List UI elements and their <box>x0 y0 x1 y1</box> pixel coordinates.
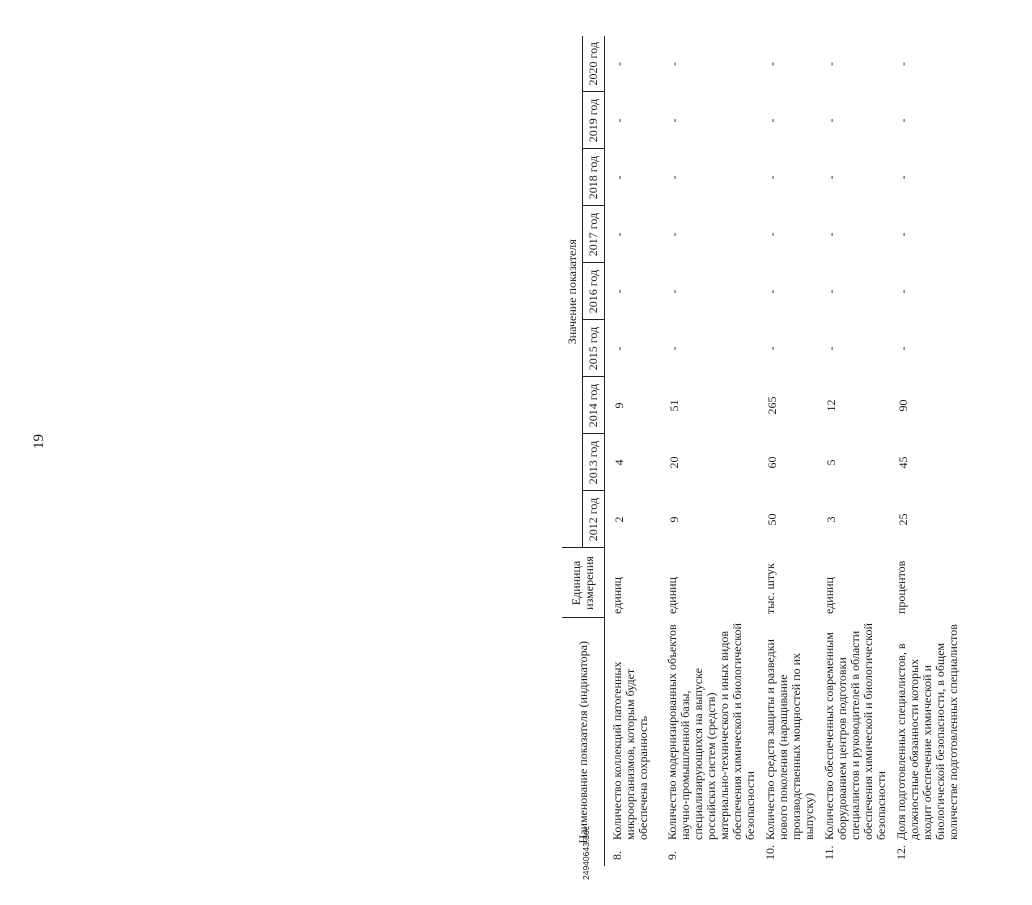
value-cell: 20 <box>667 456 681 469</box>
unit-cell: единиц <box>822 577 836 614</box>
header-year: 2016 год <box>582 263 604 320</box>
indicator-name: Количество модернизированных объектов научно-промышленной базы, специализирующихся на выпуске российских систем (средств) материально-технического и иных видов обеспечения химической и биологической безопасности <box>665 623 757 840</box>
unit-cell: единиц <box>665 577 679 614</box>
indicator-table <box>562 36 961 866</box>
value-cell: 5 <box>824 459 838 466</box>
value-cell: - <box>824 118 838 123</box>
header-indicator-name: Наименование показателя (индикатора) <box>562 618 604 866</box>
value-cell: - <box>611 61 626 66</box>
value-cell: - <box>667 118 681 123</box>
row-number: 11. <box>822 845 836 860</box>
value-cell: - <box>896 289 910 294</box>
row-number: 8. <box>609 851 624 860</box>
table-row <box>660 36 758 866</box>
page-number: 19 <box>31 434 47 449</box>
value-cell: - <box>896 232 910 237</box>
header-values: Значение показателя <box>562 36 582 548</box>
indicator-name: Количество средств защиты и разведки нового поколения (наращивание производственных мощностей по их выпуску) <box>763 639 816 840</box>
value-cell: - <box>611 289 626 294</box>
value-cell: - <box>824 232 838 237</box>
table-body <box>604 36 961 866</box>
value-cell: - <box>824 175 838 180</box>
value-cell: - <box>611 118 626 123</box>
header-year: 2015 год <box>582 320 604 377</box>
value-cell: - <box>765 118 779 123</box>
value-cell: - <box>765 232 779 237</box>
value-cell: 4 <box>611 459 626 466</box>
value-cell: 51 <box>667 399 681 412</box>
value-cell: - <box>611 175 626 180</box>
value-cell: - <box>611 232 626 237</box>
value-cell: - <box>896 61 910 66</box>
header-year: 2018 год <box>582 149 604 206</box>
value-cell: - <box>667 289 681 294</box>
table-row <box>817 36 889 866</box>
value-cell: - <box>824 346 838 351</box>
value-cell: - <box>824 61 838 66</box>
value-cell: 90 <box>896 399 910 412</box>
header-year: 2012 год <box>582 491 604 548</box>
value-cell: 9 <box>667 516 681 523</box>
value-cell: 2 <box>611 516 626 523</box>
value-cell: - <box>896 175 910 180</box>
value-cell: - <box>667 61 681 66</box>
value-cell: - <box>667 346 681 351</box>
document-reference: 24940643.doc <box>581 826 591 880</box>
indicator-name: Количество коллекций патогенных микроорганизмов, которым будет обеспечена сохранность <box>609 661 650 840</box>
header-year: 2017 год <box>582 206 604 263</box>
indicator-table-rotated <box>562 36 1032 866</box>
value-cell: 12 <box>824 399 838 412</box>
value-cell: - <box>611 346 626 351</box>
value-cell: - <box>667 232 681 237</box>
table-row <box>604 36 660 866</box>
value-cell: - <box>765 175 779 180</box>
row-number: 12. <box>894 845 908 860</box>
header-year: 2013 год <box>582 434 604 491</box>
value-cell: 9 <box>611 402 626 409</box>
value-cell: - <box>896 118 910 123</box>
value-cell: - <box>765 289 779 294</box>
value-cell: - <box>896 346 910 351</box>
row-number: 10. <box>763 845 777 860</box>
table-row <box>758 36 817 866</box>
unit-cell: процентов <box>894 560 908 614</box>
indicator-name: Доля подготовленных специалистов, в должностные обязанности которых входит обеспечение химической и биологической безопасности, в общем количестве подготовленных специалистов <box>894 624 960 840</box>
header-year: 2019 год <box>582 92 604 149</box>
header-year: 2020 год <box>582 36 604 92</box>
value-cell: 25 <box>896 513 910 526</box>
value-cell: - <box>824 289 838 294</box>
row-number: 9. <box>665 851 679 860</box>
value-cell: 45 <box>896 456 910 469</box>
value-cell: 3 <box>824 516 838 523</box>
header-year: 2014 год <box>582 377 604 434</box>
indicator-name: Количество обеспеченных современным оборудованием центров подготовки специалистов и руководителей в области обеспечения химической и биологической безопасности <box>822 623 888 840</box>
table-row <box>889 36 961 866</box>
value-cell: - <box>765 346 779 351</box>
header-unit: Единица измерения <box>562 548 604 618</box>
value-cell: - <box>765 61 779 66</box>
value-cell: - <box>667 175 681 180</box>
table-header <box>562 36 604 866</box>
value-cell: 265 <box>765 396 779 415</box>
unit-cell: единиц <box>609 577 624 614</box>
value-cell: 50 <box>765 513 779 526</box>
unit-cell: тыс. штук <box>763 563 777 614</box>
value-cell: 60 <box>765 456 779 469</box>
